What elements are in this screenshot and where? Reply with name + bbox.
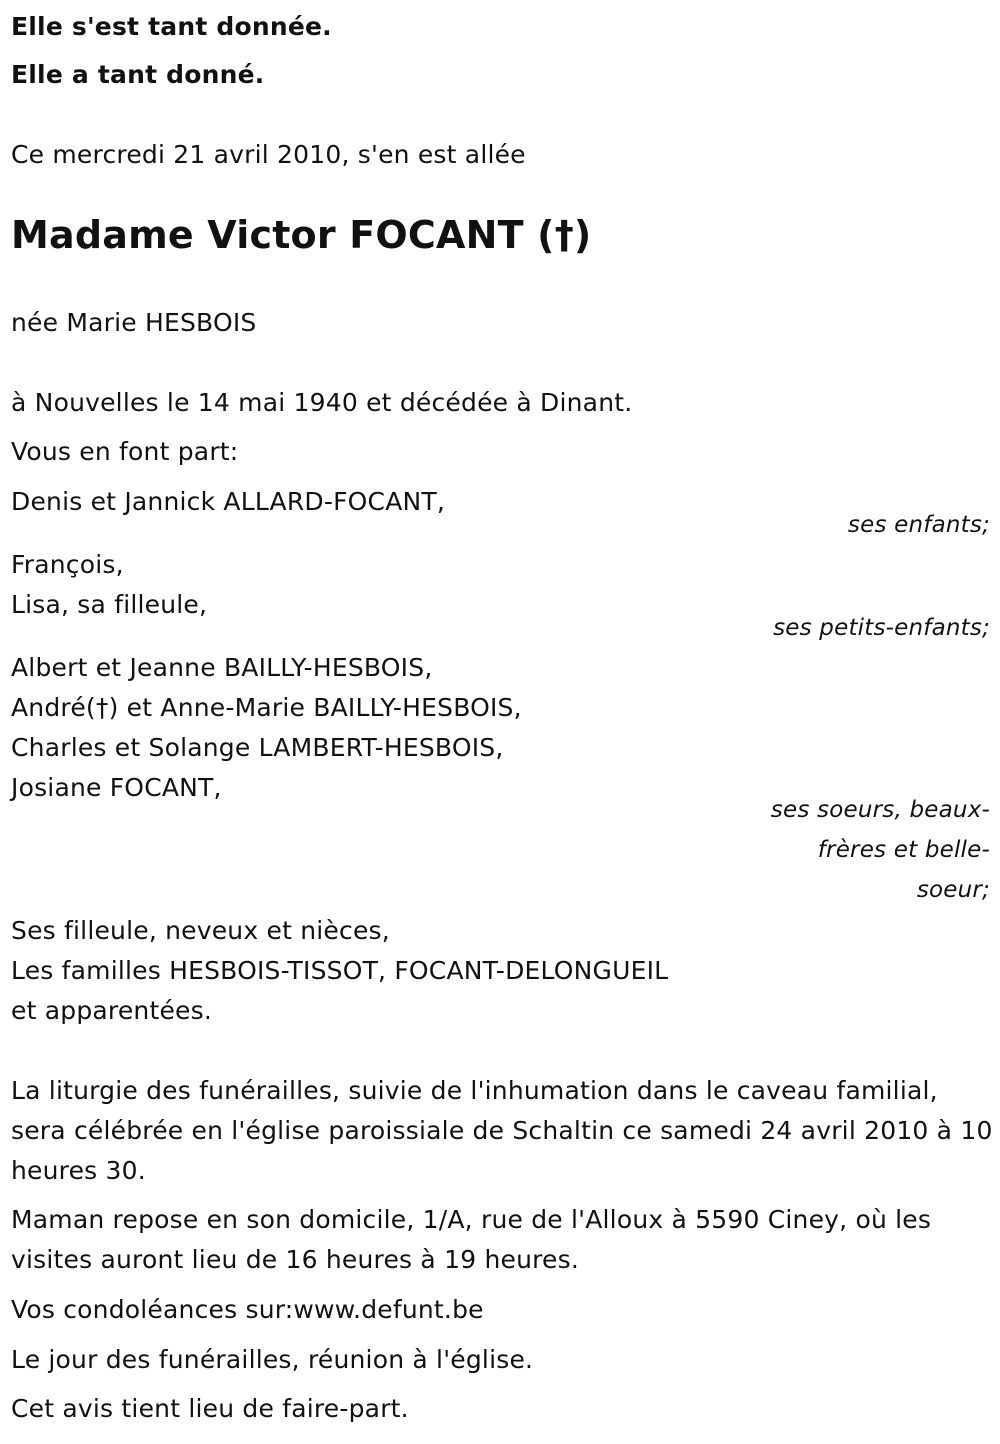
children-relation: ses enfants; — [847, 512, 990, 538]
notice-text: Cet avis tient lieu de faire-part. — [11, 1394, 409, 1423]
announce-text: Vous en font part: — [11, 437, 239, 466]
visits-text: Maman repose en son domicile, 1/A, rue de l'Alloux à 5590 Ciney, où les visites auront lieu de 16 heures à 19 heures. — [11, 1205, 932, 1274]
sibling-member: André(†) et Anne-Marie BAILLY-HESBOIS, — [11, 693, 522, 722]
header-line-1: Elle s'est tant donnée. — [11, 12, 332, 41]
deceased-name: Madame Victor FOCANT (†) — [11, 213, 592, 257]
children-member: Denis et Jannick ALLARD-FOCANT, — [11, 487, 446, 516]
condolences-text: Vos condoléances sur:www.defunt.be — [11, 1295, 484, 1324]
other-member: et apparentées. — [11, 996, 212, 1025]
sibling-member: Albert et Jeanne BAILLY-HESBOIS, — [11, 653, 433, 682]
funeral-text: La liturgie des funérailles, suivie de l'inhumation dans le caveau familial, sera célébrée en l'église paroissiale de Schaltin ce samedi 24 avril 2010 à 10 heures 30. — [11, 1076, 993, 1185]
header-line-2: Elle a tant donné. — [11, 60, 265, 89]
sibling-member: Josiane FOCANT, — [11, 773, 222, 802]
other-member: Les familles HESBOIS-TISSOT, FOCANT-DELONGUEIL — [11, 956, 669, 985]
siblings-relation-line: frères et belle- — [817, 837, 990, 863]
other-member: Ses filleule, neveux et nièces, — [11, 916, 390, 945]
reunion-text: Le jour des funérailles, réunion à l'église. — [11, 1345, 534, 1374]
sibling-member: Charles et Solange LAMBERT-HESBOIS, — [11, 733, 504, 762]
siblings-relation-line: ses soeurs, beaux- — [770, 797, 990, 823]
grandchildren-relation: ses petits-enfants; — [773, 615, 990, 641]
grandchildren-list — [11, 545, 207, 625]
birth-death-text: à Nouvelles le 14 mai 1940 et décédée à Dinant. — [11, 388, 633, 417]
siblings-list — [11, 648, 522, 808]
others-list — [11, 911, 668, 1031]
grandchild-member: François, — [11, 550, 124, 579]
intro-text: Ce mercredi 21 avril 2010, s'en est allée — [11, 140, 526, 169]
maiden-name: née Marie HESBOIS — [11, 308, 257, 337]
siblings-relation — [771, 790, 990, 910]
siblings-relation-line: soeur; — [916, 877, 990, 903]
grandchild-member: Lisa, sa filleule, — [11, 590, 208, 619]
